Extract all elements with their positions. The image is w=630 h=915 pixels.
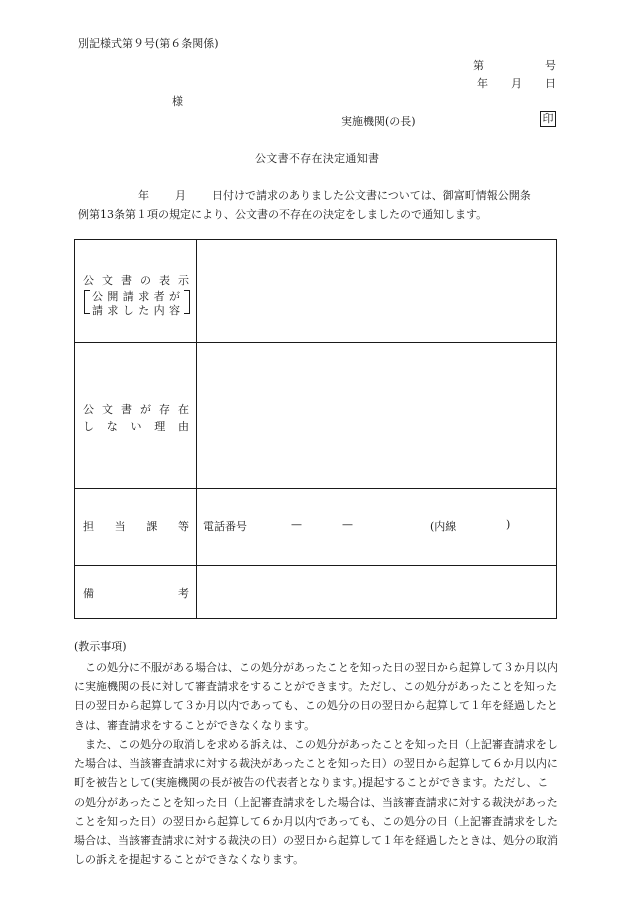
phone-separator-1: — (291, 518, 302, 531)
table-row-nonexistence-reason (75, 342, 556, 489)
value-remarks[interactable] (196, 565, 556, 619)
notes-paragraph-lawsuit: また、この処分の取消しを求める訴えは、この処分があったことを知った日（上記審査請求をした場合は、当該審査請求に対する裁決があったことを知った日）の翌日から起算して６か月以内に町を被告として(実施機関の長が被告の代表者となります。)提起することができます。ただし、この処分があったことを知った日（上記審査請求をした場合は、当該審査請求に対する裁決があったことを知った日）の翌日から起算して６か月以内であっても、この処分の日（上記審査請求をした場合は、当該審査請求に対する裁決の日）の翌日から起算して１年を経過したときは、処分の取消しの訴えを提起することができなくなります。 (74, 738, 558, 867)
bracket-right (184, 290, 190, 314)
value-nonexistence-reason[interactable] (196, 342, 556, 488)
date-month-label: 月 (511, 77, 522, 90)
issuer-name: 実施機関(の長) (341, 115, 416, 128)
label-cell (75, 240, 197, 342)
notice-table (74, 239, 557, 619)
label-cell (75, 342, 197, 488)
table-row-document-description (75, 240, 556, 343)
extension-label: (内線 (430, 520, 457, 533)
document-title: 公文書不存在決定通知書 (255, 152, 380, 165)
table-row-remarks (75, 565, 556, 619)
date-year-label: 年 (477, 77, 488, 90)
label-department: 担当課等 (83, 520, 189, 533)
intro-text-line2: 例第13条第１項の規定により、公文書の不存在の決定をしましたので通知します。 (78, 208, 488, 221)
date-day-label: 日 (545, 77, 556, 90)
label-document-description: 公文書の表示 (83, 274, 189, 287)
label-remarks: 備考 (83, 587, 189, 600)
label-reason-line2: しない理由 (83, 420, 189, 433)
document-number-label: 第 (473, 59, 484, 72)
notes-paragraph-appeal: この処分に不服がある場合は、この処分があったことを知った日の翌日から起算して３か月以内に実施機関の長に対して審査請求をすることができます。ただし、この処分があったことを知った日の翌日から起算して３か月以内であっても、この処分の日の翌日から起算して１年を経過したときは、審査請求をすることができなくなります。 (74, 661, 558, 732)
label-reason-line1: 公文書が存在 (83, 403, 189, 416)
extension-close: ) (506, 518, 511, 531)
label-requester-sub1: 公開請求者が (92, 290, 180, 303)
seal-mark: 印 (540, 111, 556, 127)
label-cell (75, 565, 197, 619)
bracket-left (84, 290, 90, 314)
label-requester-sub2: 請求した内容 (92, 304, 180, 317)
form-reference: 別記様式第９号(第６条関係) (78, 37, 219, 50)
intro-year-label: 年 (138, 189, 149, 202)
value-document-description[interactable] (196, 240, 556, 342)
value-department[interactable] (196, 488, 556, 565)
label-cell (75, 488, 197, 565)
document-number-suffix: 号 (545, 59, 556, 72)
addressee-suffix: 様 (172, 95, 183, 108)
phone-number-label: 電話番号 (203, 520, 247, 533)
intro-month-label: 月 (175, 189, 186, 202)
intro-text-line1: 日付けで請求のありました公文書については、御富町情報公開条 (212, 189, 531, 202)
notes-title: (教示事項) (74, 640, 127, 653)
table-row-department (75, 488, 556, 566)
phone-separator-2: — (342, 518, 353, 531)
intro-paragraph (78, 186, 558, 224)
